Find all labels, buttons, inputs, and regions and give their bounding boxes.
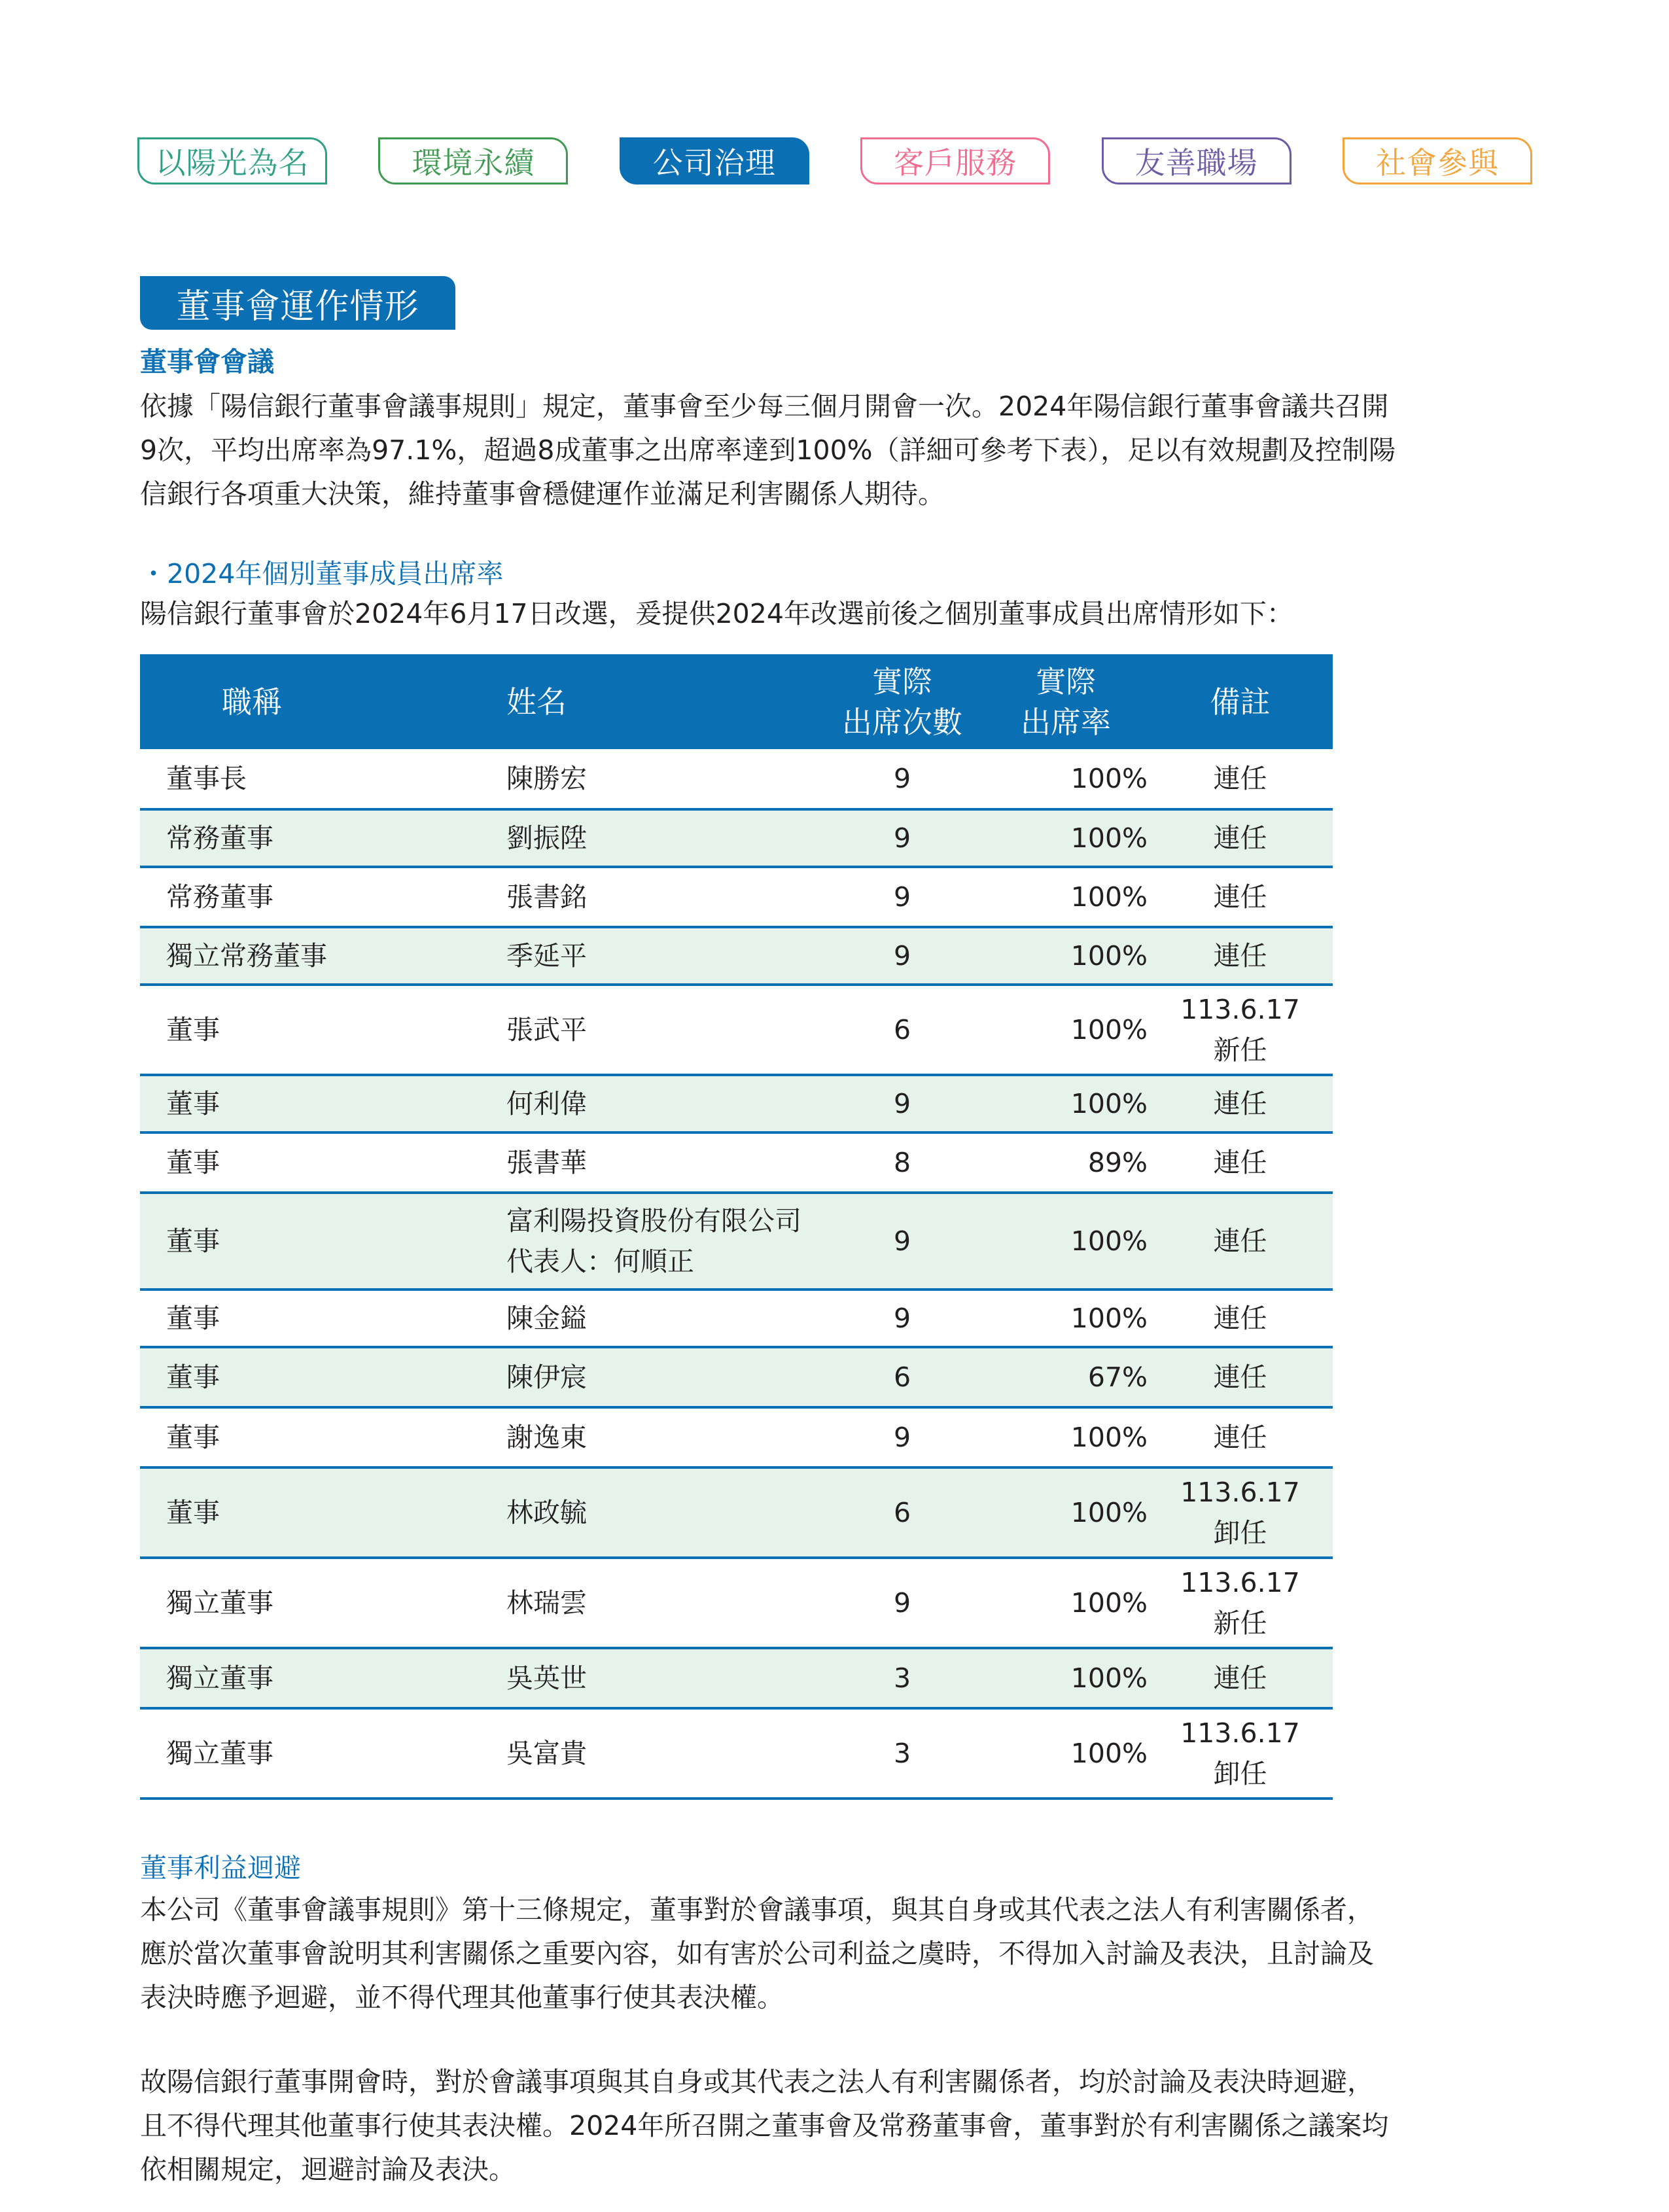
cell-count: [820, 1193, 984, 1290]
count-text: 3: [893, 1662, 911, 1694]
table-row: [140, 1075, 1333, 1132]
name-line: 張書華: [506, 1147, 587, 1178]
cell-rate: [984, 1193, 1148, 1290]
header-count-line1: 實際: [872, 663, 932, 699]
rate-text: 100%: [1070, 1303, 1148, 1334]
name-line: 陳金鎰: [506, 1303, 587, 1334]
tab-customer-service[interactable]: 客戶服務: [860, 137, 1050, 184]
rate-text: 100%: [1070, 1662, 1148, 1694]
cell-rate: [984, 1708, 1148, 1799]
rate-text: 100%: [1070, 1014, 1148, 1045]
rate-text: 100%: [1070, 822, 1148, 854]
cell-rate: [984, 1558, 1148, 1648]
chapter-nav: [137, 137, 1532, 187]
cell-name: [506, 809, 820, 867]
cell-title: [140, 1407, 506, 1467]
count-text: 9: [893, 1303, 911, 1334]
cell-title: [140, 927, 506, 985]
name-line: 代表人：何順正: [506, 1246, 694, 1277]
conflict-paragraph-2: [140, 2060, 1527, 2192]
note-line: 連任: [1213, 1088, 1267, 1119]
cell-name: [506, 867, 820, 927]
cell-count: [820, 1290, 984, 1347]
title-text: 董事: [166, 1361, 220, 1393]
table-row: [140, 1708, 1333, 1799]
cell-count: [820, 1467, 984, 1558]
text-line: 故陽信銀行董事開會時，對於會議事項與其自身或其代表之法人有利害關係者，均於討論及表決時迴避，: [140, 2066, 1374, 2098]
cell-title: [140, 749, 506, 809]
cell-note: [1148, 927, 1333, 985]
count-text: 9: [893, 1422, 911, 1453]
rate-text: 67%: [1087, 1361, 1148, 1393]
cell-name: [506, 1558, 820, 1648]
name-line: 林瑞雲: [506, 1587, 587, 1619]
table-row: [140, 1467, 1333, 1558]
cell-title: [140, 1075, 506, 1132]
name-line: 季延平: [506, 940, 587, 972]
cell-rate: [984, 1347, 1148, 1407]
cell-name: [506, 985, 820, 1075]
note-line: 113.6.17: [1180, 1567, 1300, 1598]
cell-note: [1148, 1132, 1333, 1193]
cell-title: [140, 1193, 506, 1290]
header-count-line2: 出席次數: [842, 704, 962, 740]
note-line: 113.6.17: [1180, 994, 1300, 1025]
note-line: 113.6.17: [1180, 1477, 1300, 1508]
cell-title: [140, 1467, 506, 1558]
title-text: 獨立董事: [166, 1662, 273, 1694]
attendance-heading: ・2024年個別董事成員出席率: [140, 558, 504, 589]
cell-note: [1148, 1708, 1333, 1799]
title-text: 常務董事: [166, 822, 273, 854]
note-line: 連任: [1213, 1225, 1267, 1257]
cell-rate: [984, 1132, 1148, 1193]
cell-count: [820, 1648, 984, 1708]
cell-note: [1148, 1648, 1333, 1708]
table-row: [140, 1290, 1333, 1347]
cell-name: [506, 749, 820, 809]
tab-sunshine[interactable]: 以陽光為名: [137, 137, 327, 184]
rate-text: 100%: [1070, 881, 1148, 913]
cell-rate: [984, 867, 1148, 927]
count-text: 9: [893, 1088, 911, 1119]
cell-title: [140, 867, 506, 927]
table-row: [140, 1407, 1333, 1467]
cell-name: [506, 1193, 820, 1290]
name-line: 謝逸東: [506, 1422, 587, 1453]
cell-count: [820, 1075, 984, 1132]
table-row: [140, 1347, 1333, 1407]
cell-count: [820, 867, 984, 927]
table-header-row: [140, 654, 1333, 749]
table-row: [140, 927, 1333, 985]
name-line: 劉振陞: [506, 822, 587, 854]
section-title: 董事會運作情形: [140, 276, 455, 330]
cell-note: [1148, 749, 1333, 809]
note-line: 連任: [1213, 1361, 1267, 1393]
tab-social[interactable]: 社會參與: [1343, 137, 1532, 184]
cell-count: [820, 809, 984, 867]
cell-title: [140, 1132, 506, 1193]
table-row: [140, 1193, 1333, 1290]
note-line: 卸任: [1213, 1758, 1267, 1789]
count-text: 9: [893, 822, 911, 854]
note-line: 連任: [1213, 1662, 1267, 1694]
note-line: 113.6.17: [1180, 1717, 1300, 1749]
title-text: 董事: [166, 1422, 220, 1453]
count-text: 9: [893, 1587, 911, 1619]
title-text: 獨立常務董事: [166, 940, 327, 972]
header-name: 姓名: [506, 654, 820, 749]
note-line: 連任: [1213, 822, 1267, 854]
rate-text: 100%: [1070, 940, 1148, 972]
cell-count: [820, 1132, 984, 1193]
cell-count: [820, 927, 984, 985]
count-text: 3: [893, 1738, 911, 1769]
cell-note: [1148, 1407, 1333, 1467]
rate-text: 100%: [1070, 1497, 1148, 1528]
conflict-paragraph-1: [140, 1888, 1527, 2020]
attendance-intro: [140, 592, 1527, 636]
count-text: 6: [893, 1014, 911, 1045]
title-text: 董事: [166, 1088, 220, 1119]
cell-note: [1148, 985, 1333, 1075]
note-line: 連任: [1213, 1147, 1267, 1178]
name-line: 何利偉: [506, 1088, 587, 1119]
name-line: 張書銘: [506, 881, 587, 913]
conflict-heading: 董事利益迴避: [140, 1852, 301, 1884]
tab-workplace[interactable]: 友善職場: [1102, 137, 1291, 184]
cell-rate: [984, 1290, 1148, 1347]
cell-name: [506, 1075, 820, 1132]
table-row: [140, 1132, 1333, 1193]
cell-note: [1148, 1467, 1333, 1558]
note-line: 連任: [1213, 940, 1267, 972]
cell-name: [506, 1132, 820, 1193]
text-line: 本公司《董事會議事規則》第十三條規定，董事對於會議事項，與其自身或其代表之法人有利害關係者，: [140, 1894, 1374, 1925]
title-text: 董事: [166, 1225, 220, 1257]
cell-count: [820, 1558, 984, 1648]
name-line: 吳富貴: [506, 1738, 587, 1769]
text-line: 且不得代理其他董事行使其表決權。2024年所召開之董事會及常務董事會，董事對於有利害關係之議案均: [140, 2110, 1389, 2141]
rate-text: 100%: [1070, 1225, 1148, 1257]
cell-count: [820, 985, 984, 1075]
name-line: 吳英世: [506, 1662, 587, 1694]
meetings-paragraph: [140, 385, 1527, 516]
title-text: 獨立董事: [166, 1738, 273, 1769]
note-line: 連任: [1213, 763, 1267, 794]
cell-rate: [984, 1648, 1148, 1708]
note-line: 新任: [1213, 1034, 1267, 1066]
rate-text: 89%: [1087, 1147, 1148, 1178]
cell-note: [1148, 1075, 1333, 1132]
header-rate: [984, 654, 1148, 749]
cell-rate: [984, 927, 1148, 985]
cell-title: [140, 985, 506, 1075]
note-line: 卸任: [1213, 1517, 1267, 1549]
title-text: 董事長: [166, 763, 247, 794]
cell-title: [140, 1290, 506, 1347]
cell-rate: [984, 1467, 1148, 1558]
count-text: 6: [893, 1497, 911, 1528]
note-line: 連任: [1213, 1303, 1267, 1334]
title-text: 常務董事: [166, 881, 273, 913]
name-line: 陳伊宸: [506, 1361, 587, 1393]
cell-note: [1148, 1290, 1333, 1347]
cell-name: [506, 1407, 820, 1467]
rate-text: 100%: [1070, 1587, 1148, 1619]
table-row: [140, 867, 1333, 927]
title-text: 董事: [166, 1497, 220, 1528]
cell-count: [820, 1708, 984, 1799]
header-rate-line1: 實際: [1036, 663, 1096, 699]
tab-governance[interactable]: 公司治理: [620, 137, 809, 184]
note-line: 連任: [1213, 881, 1267, 913]
title-text: 獨立董事: [166, 1587, 273, 1619]
text-line: 表決時應予迴避，並不得代理其他董事行使其表決權。: [140, 1982, 784, 2013]
attendance-table: [140, 654, 1333, 1800]
count-text: 9: [893, 940, 911, 972]
name-line: 富利陽投資股份有限公司: [506, 1205, 801, 1237]
table-row: [140, 1558, 1333, 1648]
table-body: [140, 749, 1333, 1799]
cell-rate: [984, 1075, 1148, 1132]
name-line: 林政毓: [506, 1497, 587, 1528]
cell-title: [140, 1558, 506, 1648]
count-text: 9: [893, 881, 911, 913]
meetings-heading: 董事會會議: [140, 346, 274, 377]
cell-note: [1148, 1558, 1333, 1648]
name-line: 陳勝宏: [506, 763, 587, 794]
text-line: 信銀行各項重大決策，維持董事會穩健運作並滿足利害關係人期待。: [140, 478, 945, 510]
cell-title: [140, 1347, 506, 1407]
count-text: 9: [893, 763, 911, 794]
cell-name: [506, 927, 820, 985]
cell-rate: [984, 749, 1148, 809]
count-text: 6: [893, 1361, 911, 1393]
cell-title: [140, 1708, 506, 1799]
cell-name: [506, 1290, 820, 1347]
note-line: 新任: [1213, 1607, 1267, 1639]
table-row: [140, 749, 1333, 809]
text-line: 9次，平均出席率為97.1%，超過8成董事之出席率達到100%（詳細可參考下表），足以有效規劃及控制陽: [140, 434, 1396, 466]
cell-note: [1148, 809, 1333, 867]
cell-name: [506, 1347, 820, 1407]
text-line: 依相關規定，迴避討論及表決。: [140, 2154, 516, 2185]
cell-title: [140, 1648, 506, 1708]
table-row: [140, 809, 1333, 867]
count-text: 9: [893, 1225, 911, 1257]
header-note: 備註: [1148, 654, 1333, 749]
rate-text: 100%: [1070, 763, 1148, 794]
cell-name: [506, 1648, 820, 1708]
count-text: 8: [893, 1147, 911, 1178]
cell-note: [1148, 1347, 1333, 1407]
name-line: 張武平: [506, 1014, 587, 1045]
cell-note: [1148, 867, 1333, 927]
text-line: 依據「陽信銀行董事會議事規則」規定，董事會至少每三個月開會一次。2024年陽信銀行董事會議共召開: [140, 391, 1389, 422]
rate-text: 100%: [1070, 1088, 1148, 1119]
cell-name: [506, 1708, 820, 1799]
cell-count: [820, 749, 984, 809]
cell-rate: [984, 985, 1148, 1075]
rate-text: 100%: [1070, 1738, 1148, 1769]
title-text: 董事: [166, 1147, 220, 1178]
header-title: 職稱: [140, 654, 506, 749]
table-row: [140, 1648, 1333, 1708]
table-row: [140, 985, 1333, 1075]
cell-rate: [984, 809, 1148, 867]
text-line: 應於當次董事會說明其利害關係之重要內容，如有害於公司利益之虞時，不得加入討論及表決，且討論及: [140, 1938, 1374, 1969]
cell-rate: [984, 1407, 1148, 1467]
cell-note: [1148, 1193, 1333, 1290]
cell-name: [506, 1467, 820, 1558]
header-count: [820, 654, 984, 749]
cell-title: [140, 809, 506, 867]
title-text: 董事: [166, 1014, 220, 1045]
cell-count: [820, 1347, 984, 1407]
note-line: 連任: [1213, 1422, 1267, 1453]
text-line: 陽信銀行董事會於2024年6月17日改選，爰提供2024年改選前後之個別董事成員出席情形如下：: [140, 598, 1293, 629]
tab-environment[interactable]: 環境永續: [378, 137, 568, 184]
header-rate-line2: 出席率: [1021, 704, 1111, 740]
cell-count: [820, 1407, 984, 1467]
rate-text: 100%: [1070, 1422, 1148, 1453]
title-text: 董事: [166, 1303, 220, 1334]
